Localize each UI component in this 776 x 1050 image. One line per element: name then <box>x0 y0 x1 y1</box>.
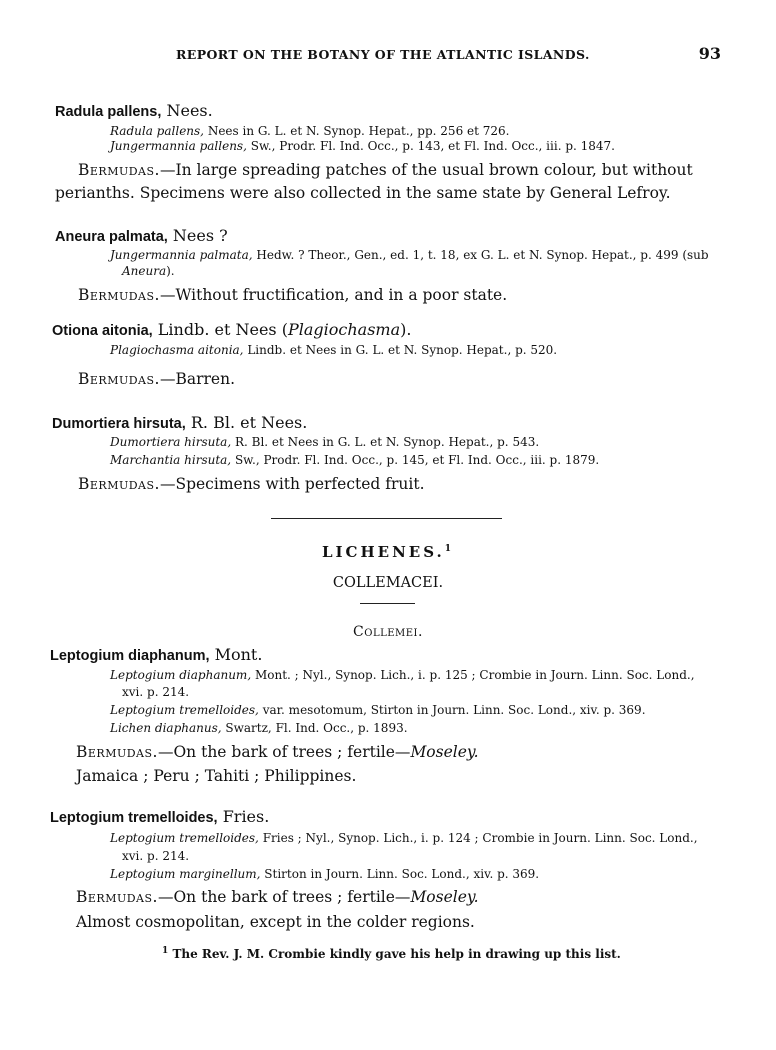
citation <box>110 668 695 682</box>
running-header <box>0 44 776 67</box>
footnote-marker: 1 <box>162 946 169 956</box>
note-text: perianths. Specimens were also collected in the same state by General Lefroy. <box>55 184 671 202</box>
citation-ref: ). <box>166 264 175 278</box>
citation <box>110 248 709 262</box>
species-authority: Mont. <box>214 645 263 664</box>
citation <box>110 867 539 881</box>
note-text: —On the bark of trees ; fertile— <box>157 888 411 906</box>
citation <box>122 264 175 278</box>
citation-taxon: Jungermannia palmata, <box>110 248 253 262</box>
citation-ref: Lindb. et Nees in G. L. et N. Synop. Hepat., p. 520. <box>247 343 558 357</box>
tribe-heading <box>0 624 776 640</box>
citation-taxon: Lichen diaphanus, <box>110 721 222 735</box>
species-name: Aneura palmata, <box>55 229 168 245</box>
locality-note <box>76 743 479 761</box>
header-title: REPORT ON THE BOTANY OF THE ATLANTIC ISLANDS. <box>176 47 590 62</box>
species-heading <box>52 320 411 339</box>
species-heading <box>55 101 213 120</box>
family-heading: COLLEMACEI. <box>332 575 444 591</box>
locality-label: Bermudas. <box>76 888 158 906</box>
citation-ref: Sw., Prodr. Fl. Ind. Occ., p. 145, et Fl. Ind. Occ., iii. p. 1879. <box>234 453 600 467</box>
citation <box>110 139 615 153</box>
citation-taxon: Leptogium tremelloides, <box>110 831 259 845</box>
locality-note <box>78 370 235 388</box>
page-number: 93 <box>698 44 721 63</box>
citation-ref: xvi. p. 214. <box>122 849 190 863</box>
note-text: —Without fructification, and in a poor state. <box>159 286 508 304</box>
locality-label: Bermudas. <box>78 370 160 388</box>
section-divider <box>271 518 502 519</box>
note-text: —Barren. <box>159 370 236 388</box>
citation-ref: Swartz, Fl. Ind. Occ., p. 1893. <box>225 721 408 735</box>
locality-note <box>78 475 425 493</box>
species-authority: R. Bl. et Nees. <box>190 413 308 432</box>
citation <box>122 849 189 863</box>
species-heading <box>50 807 269 826</box>
species-name: Otiona aitonia, <box>52 323 153 339</box>
locality-label: Bermudas. <box>76 743 158 761</box>
citation-taxon: Aneura <box>122 264 167 278</box>
species-authority-end: ). <box>400 320 412 339</box>
section-title <box>0 543 776 561</box>
citation-ref: Hedw. ? Theor., Gen., ed. 1, t. 18, ex G. L. et N. Synop. Hepat., p. 499 (sub <box>256 248 709 262</box>
citation-ref: Fries ; Nyl., Synop. Lich., i. p. 124 ; Crombie in Journ. Linn. Soc. Lond., <box>262 831 698 845</box>
species-name: Leptogium diaphanum, <box>50 648 210 664</box>
citation-ref: Stirton in Journ. Linn. Soc. Lond., xiv. p. 369. <box>264 867 540 881</box>
species-authority-genus: Plagiochasma <box>287 320 401 339</box>
species-heading <box>55 226 228 245</box>
species-name: Leptogium tremelloides, <box>50 810 218 826</box>
family-divider <box>360 603 415 604</box>
footnote-text: The Rev. J. M. Crombie kindly gave his help in drawing up this list. <box>172 947 621 961</box>
citation-ref: xvi. p. 214. <box>122 685 190 699</box>
citation-taxon: Leptogium diaphanum, <box>110 668 252 682</box>
citation <box>110 124 509 138</box>
section-title-text: LICHENES. <box>321 543 445 561</box>
citation-taxon: Dumortiera hirsuta, <box>110 435 232 449</box>
citation-ref: var. mesotomum, Stirton in Journ. Linn. Soc. Lond., xiv. p. 369. <box>262 703 646 717</box>
note-text: —In large spreading patches of the usual brown colour, but without <box>159 161 693 179</box>
locality-note <box>76 888 479 906</box>
locality-label: Bermudas. <box>78 286 160 304</box>
citation-taxon: Marchantia hirsuta, <box>110 453 232 467</box>
citation <box>110 703 646 717</box>
species-authority: Fries. <box>222 807 270 826</box>
footnote-marker: 1 <box>444 544 455 554</box>
distribution-note: Almost cosmopolitan, except in the colder regions. <box>76 913 475 931</box>
citation <box>110 435 539 449</box>
citation <box>110 343 557 357</box>
citation-ref: Sw., Prodr. Fl. Ind. Occ., p. 143, et Fl. Ind. Occ., iii. p. 1847. <box>250 139 615 153</box>
locality-label: Bermudas. <box>78 161 160 179</box>
footnote <box>162 946 621 961</box>
citation-ref: Mont. ; Nyl., Synop. Lich., i. p. 125 ; Crombie in Journ. Linn. Soc. Lond., <box>254 668 695 682</box>
tribe-heading-text: Collemei. <box>353 624 423 640</box>
citation-ref: R. Bl. et Nees in G. L. et N. Synop. Hepat., p. 543. <box>234 435 540 449</box>
note-text: —Specimens with perfected fruit. <box>159 475 425 493</box>
species-name: Radula pallens, <box>55 104 162 120</box>
species-heading <box>52 413 307 432</box>
distribution-note: Jamaica ; Peru ; Tahiti ; Philippines. <box>76 767 357 785</box>
species-authority: Lindb. et Nees ( <box>157 320 288 339</box>
citation-taxon: Leptogium marginellum, <box>110 867 261 881</box>
locality-note <box>78 161 693 179</box>
collector-name: Moseley. <box>410 888 479 906</box>
citation <box>122 685 189 699</box>
species-name: Dumortiera hirsuta, <box>52 416 186 432</box>
locality-note-cont <box>55 184 671 202</box>
locality-label: Bermudas. <box>78 475 160 493</box>
species-authority: Nees ? <box>172 226 228 245</box>
citation <box>110 453 599 467</box>
citation-taxon: Radula pallens, <box>110 124 204 138</box>
collector-name: Moseley. <box>410 743 479 761</box>
locality-note <box>78 286 507 304</box>
citation-ref: Nees in G. L. et N. Synop. Hepat., pp. 256 et 726. <box>207 124 510 138</box>
citation <box>110 831 698 845</box>
species-authority: Nees. <box>166 101 213 120</box>
citation-taxon: Leptogium tremelloides, <box>110 703 259 717</box>
species-heading <box>50 645 262 664</box>
citation-taxon: Plagiochasma aitonia, <box>110 343 244 357</box>
citation <box>110 721 408 735</box>
note-text: —On the bark of trees ; fertile— <box>157 743 411 761</box>
citation-taxon: Jungermannia pallens, <box>110 139 247 153</box>
